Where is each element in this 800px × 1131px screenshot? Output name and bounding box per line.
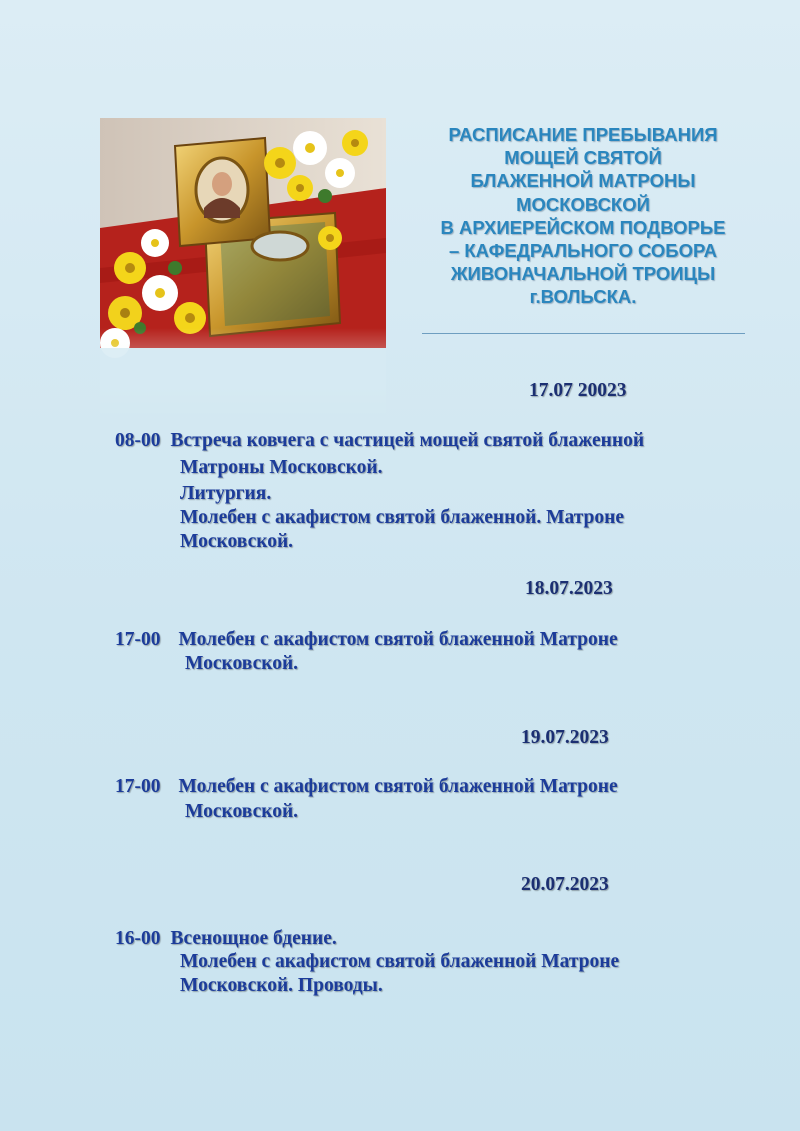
title-line: – КАФЕДРАЛЬНОГО СОБОРА [448,240,718,262]
reliquary-image [100,118,386,416]
schedule-entry-line: Литургия. [180,483,272,504]
schedule-entry-line [115,430,644,452]
schedule-text: Встреча ковчега с частицей мощей святой блаженной [170,430,645,451]
schedule-text: Всенощное бдение. [170,928,337,949]
title-line: МОЩЕЙ СВЯТОЙ [504,147,662,169]
schedule-entry-line: Матроны Московской. [180,457,383,478]
schedule-entry-line: Московской. Проводы. [180,975,383,996]
schedule-title [420,123,746,309]
schedule-text: Молебен с акафистом святой блаженной Матроне [178,776,618,797]
schedule-text: Молебен с акафистом святой блаженной Матроне [178,629,618,650]
schedule-time: 08-00 [115,430,161,451]
schedule-entry-line [115,629,618,651]
title-line: В АРХИЕРЕЙСКОМ ПОДВОРЬЕ [440,216,726,238]
schedule-date: 20.07.2023 [521,874,609,895]
title-line: БЛАЖЕННОЙ МАТРОНЫ [470,170,696,192]
schedule-time: 17-00 [115,629,161,650]
schedule-entry-line [115,776,618,798]
title-line: РАСПИСАНИЕ ПРЕБЫВАНИЯ [448,124,718,145]
title-divider [422,333,745,334]
schedule-entry-line: Московской. [180,531,294,552]
schedule-date: 18.07.2023 [525,578,613,599]
schedule-date: 19.07.2023 [521,727,609,748]
title-line: г.ВОЛЬСКА. [529,286,637,308]
schedule-time: 17-00 [115,776,161,797]
title-line: ЖИВОНАЧАЛЬНОЙ ТРОИЦЫ [450,263,716,285]
schedule-date: 17.07 20023 [529,380,627,401]
schedule-entry-line [115,928,337,950]
schedule-entry-line: Молебен с акафистом святой блаженной. Матроне [180,507,625,528]
title-line: МОСКОВСКОЙ [516,193,650,215]
schedule-entry-line: Московской. [185,653,299,674]
reliquary-photo [100,118,386,416]
schedule-entry-line: Молебен с акафистом святой блаженной Матроне [180,951,620,972]
schedule-time: 16-00 [115,928,161,949]
schedule-entry-line: Московской. [185,801,299,822]
